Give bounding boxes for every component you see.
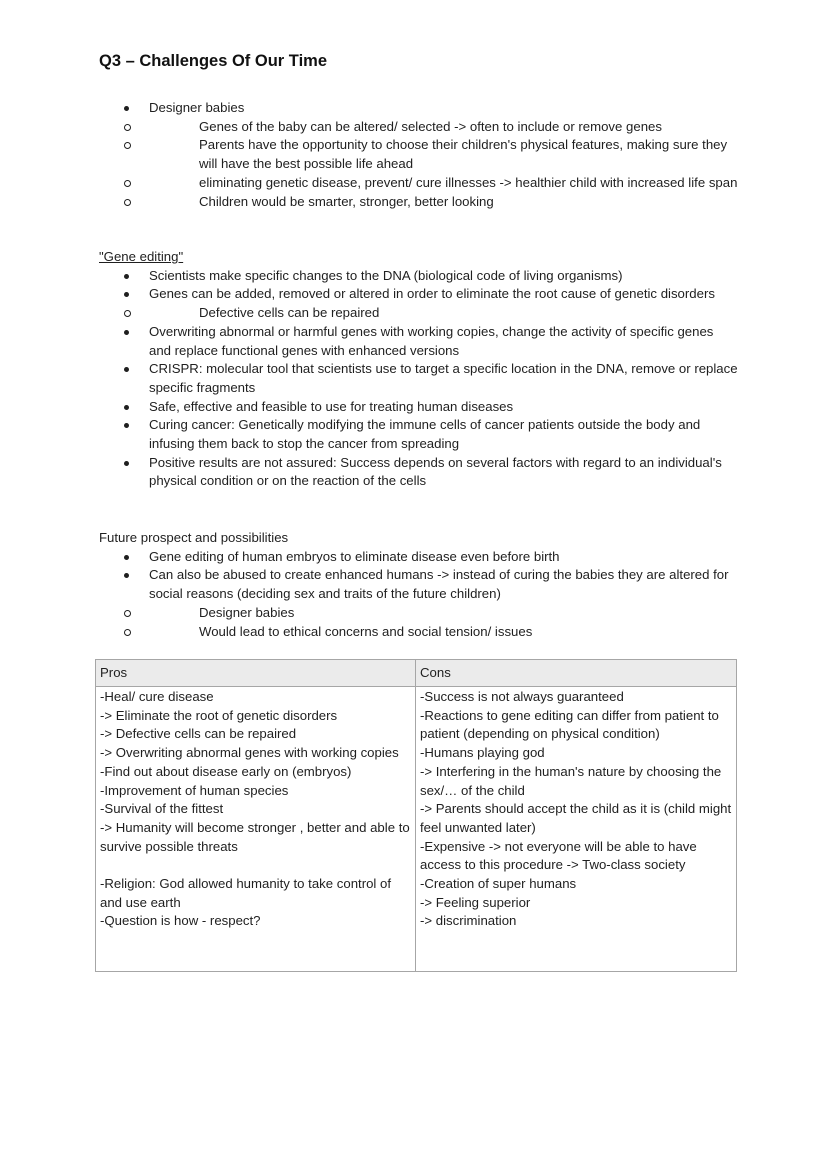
pros-line: -Improvement of human species: [100, 782, 289, 798]
sub-bullet-text: Would lead to ethical concerns and social tension/ issues: [199, 623, 533, 639]
bullet-list: [99, 267, 739, 491]
pros-cell: [96, 687, 416, 972]
bullet-text: Designer babies: [149, 100, 245, 115]
sub-list-item: [99, 136, 739, 173]
list-item: [99, 285, 739, 322]
cons-line: -> Parents should accept the child as it is (child might feel unwanted later): [420, 801, 732, 835]
future-prospects-section: [99, 529, 739, 641]
bullet-text: Overwriting abnormal or harmful genes with working copies, change the activity of specific genes and replace functional genes with enhanced versions: [149, 323, 714, 358]
sub-list-item: [99, 623, 739, 642]
cons-line: -Reactions to gene editing can differ from patient to patient (depending on physical condition): [420, 707, 719, 742]
sub-bullet-text: Designer babies: [199, 604, 295, 620]
cons-line: -Creation of super humans: [420, 876, 577, 892]
list-item: [99, 454, 739, 491]
sub-bullet-text: eliminating genetic disease, prevent/ cure illnesses -> healthier child with increased life span: [199, 174, 738, 190]
bullet-text: Scientists make specific changes to the DNA (biological code of living organisms): [149, 267, 623, 283]
section-heading: "Gene editing": [99, 249, 184, 264]
list-item: [99, 323, 739, 360]
table-header-row: [96, 660, 737, 687]
cons-line: -> Interfering in the human's nature by choosing the sex/… of the child: [420, 763, 722, 798]
cons-line: -Expensive -> not everyone will be able to have access to this procedure -> Two-class society: [420, 838, 697, 873]
bullet-text: Curing cancer: Genetically modifying the immune cells of cancer patients outside the body and infusing them back to stop the cancer from spreading: [149, 417, 701, 452]
bullet-text: Can also be abused to create enhanced humans -> instead of curing the babies they are altered for social reasons (deciding sex and traits of the future children): [149, 567, 729, 602]
bullet-text: Positive results are not assured: Success depends on several factors with regard to an individual's physical condition or on the reaction of the cells: [149, 454, 722, 489]
pros-line: -> Defective cells can be repaired: [100, 726, 297, 742]
pros-line: -Religion: God allowed humanity to take control of and use earth: [100, 876, 392, 910]
sub-bullet-list: [99, 118, 739, 212]
pros-line: -Heal/ cure disease: [100, 689, 214, 704]
gene-editing-section: [99, 248, 739, 491]
list-item: [99, 99, 739, 211]
cons-line: -Success is not always guaranteed: [420, 689, 624, 704]
pros-line: -> Eliminate the root of genetic disorders: [100, 707, 338, 723]
sub-list-item: [99, 604, 739, 623]
sub-bullet-text: Children would be smarter, stronger, better looking: [199, 193, 494, 209]
list-item: [99, 267, 739, 286]
cons-cell: [416, 687, 737, 972]
cons-line: -> Feeling superior: [420, 894, 531, 910]
pros-spacer: [100, 856, 411, 875]
list-item: [99, 398, 739, 417]
page-title: Q3 – Challenges Of Our Time: [99, 52, 328, 70]
pros-line: -> Overwriting abnormal genes with working copies: [100, 745, 399, 761]
table-row: [96, 687, 737, 972]
sub-bullet-list: [99, 604, 739, 641]
cons-line: -Humans playing god: [420, 745, 545, 761]
designer-babies-section: [99, 99, 739, 211]
bullet-list: [99, 99, 739, 211]
list-item: [99, 548, 739, 567]
cons-header: Cons: [416, 660, 737, 687]
list-item: [99, 360, 739, 397]
pros-line: -> Humanity will become stronger , better and able to survive possible threats: [100, 819, 410, 854]
sub-list-item: [99, 118, 739, 137]
bullet-text: CRISPR: molecular tool that scientists use to target a specific location in the DNA, remove or replace specific fragments: [149, 361, 738, 395]
cons-line: -> discrimination: [420, 913, 517, 929]
bullet-text: Genes can be added, removed or altered in order to eliminate the root cause of genetic disorders: [149, 286, 715, 302]
sub-bullet-list: [99, 304, 739, 323]
pros-line: -Question is how - respect?: [100, 913, 261, 929]
pros-header: Pros: [96, 660, 416, 687]
list-item: [99, 416, 739, 453]
pros-line: -Find out about disease early on (embryos): [100, 763, 352, 779]
bullet-text: Safe, effective and feasible to use for treating human diseases: [149, 398, 514, 414]
bullet-list: [99, 548, 739, 642]
sub-bullet-text: Genes of the baby can be altered/ selected -> often to include or remove genes: [199, 118, 662, 134]
pros-cons-table: [95, 659, 737, 972]
sub-bullet-text: Parents have the opportunity to choose their children's physical features, making sure they will have the best possible life ahead: [199, 137, 728, 172]
pros-line: -Survival of the fittest: [100, 801, 224, 817]
sub-list-item: [99, 304, 739, 323]
bullet-text: Gene editing of human embryos to eliminate disease even before birth: [149, 548, 560, 564]
sub-list-item: [99, 174, 739, 193]
section-heading: Future prospect and possibilities: [99, 530, 289, 545]
sub-list-item: [99, 193, 739, 212]
list-item: [99, 566, 739, 641]
sub-bullet-text: Defective cells can be repaired: [199, 305, 380, 321]
